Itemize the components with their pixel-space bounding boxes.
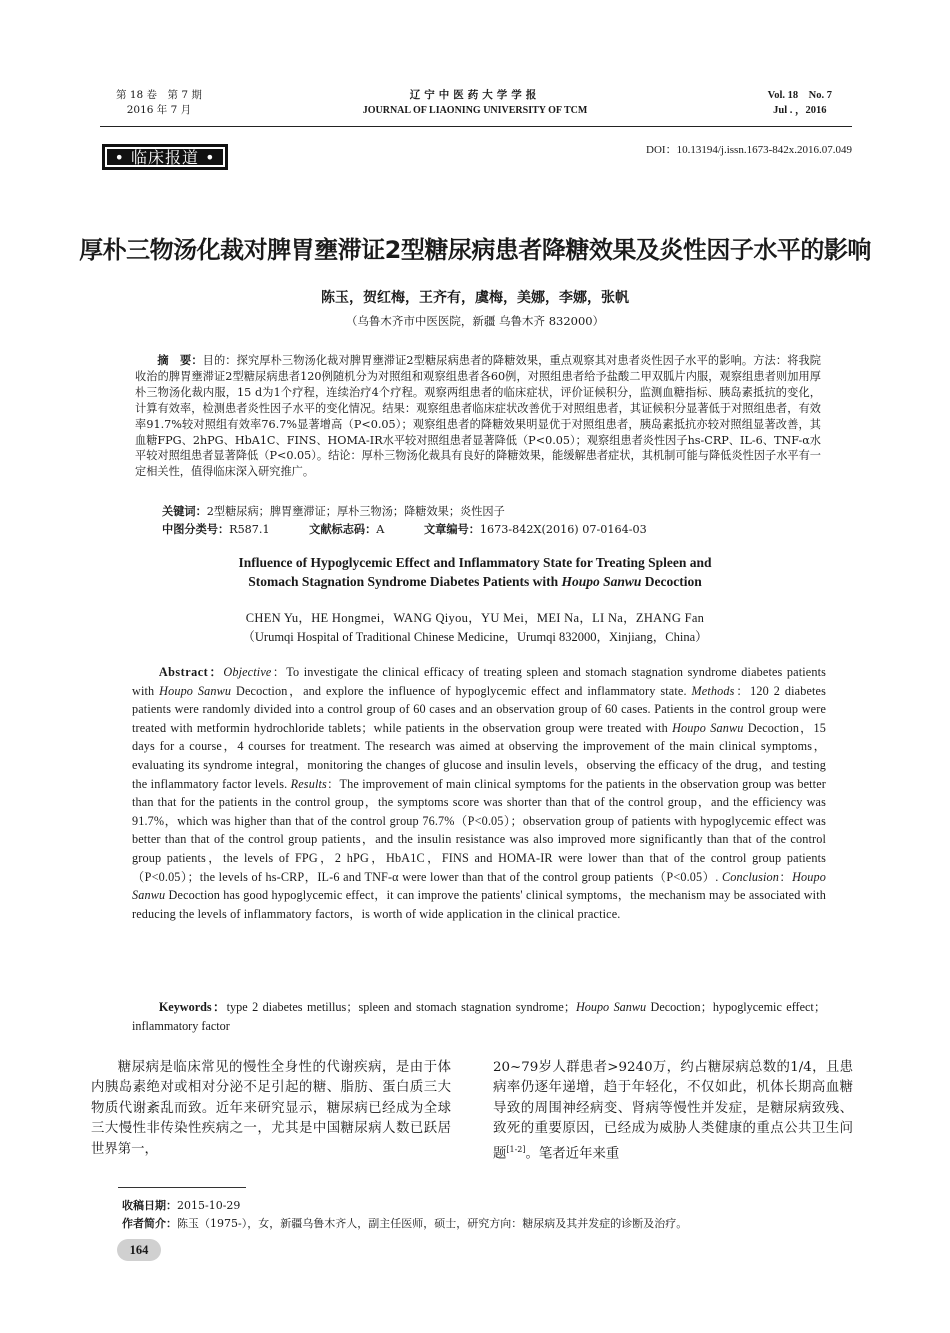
abstract-en-p6: ： [779,869,793,884]
author-list-en: CHEN Yu，HE Hongmei，WANG Qiyou，YU Mei，MEI Na，LI Na，ZHANG Fan [245,611,705,625]
keywords-en [132,998,826,1035]
affiliation: （乌鲁木齐市中医医院，新疆 乌鲁木齐 832000） [345,314,605,328]
author-bio-text: 陈玉（1975-），女，新疆乌鲁木齐人，副主任医师，硕士，研究方向：糖尿病及其并发症的诊断及治疗。 [177,1217,688,1230]
clc-value: R587.1 [229,523,270,536]
author-list: 陈玉，贺红梅，王齐有，虞梅，美娜，李娜，张帆 [321,290,629,306]
journal-name-en: JOURNAL OF LIAONING UNIVERSITY OF TCM [362,105,588,116]
affiliation-en: （Urumqi Hospital of Traditional Chinese Medicine，Urumqi 832000，Xinjiang，China） [242,630,708,644]
clc-number [162,523,270,536]
herb-name-3: Houpo Sanwu [132,869,826,903]
journal-header [0,88,950,122]
issue-date-en: Jul . ，2016 [773,105,827,116]
author-bio-label: 作者简介： [122,1217,177,1230]
title-en-line2 [0,572,950,591]
keywords-cn-label: 关键词： [162,504,207,518]
doi: DOI：10.13194/j.issn.1673-842x.2016.07.049 [646,144,852,156]
keywords-cn-text: 2型糖尿病；脾胃壅滞证；厚朴三物汤；降糖效果；炎性因子 [206,505,505,518]
body-right-tail: 。笔者近年来重 [525,1146,620,1162]
volume-number-en: Vol. 18 No. 7 [767,90,832,101]
keywords-en-herb: Houpo Sanwu [575,1000,647,1014]
title-en-line2-pre: Stomach Stagnation Syndrome Diabetes Patients with [248,574,562,589]
article-label: 文章编号： [423,522,480,536]
body-right-text: 20~79岁人群患者>9240万，约占糖尿病总数的1/4，且患病率仍逐年递增，趋于年轻化，不仅如此，机体长期高血糖导致的周围神经病变、肾病等慢性并发症，是糖尿病致残、致死的重要原因，已经成为威胁人类健康的重点公共卫生问题 [493,1060,853,1162]
received-date [122,1198,240,1213]
classification-line [162,521,822,538]
header-rule [100,126,852,127]
doc-value: A [376,523,385,536]
citation-ref: [1-2] [506,1144,526,1154]
keywords-en-p1: type 2 diabetes metillus；spleen and stomach stagnation syndrome； [226,1000,576,1014]
title-en-herb: Houpo Sanwu [561,574,642,589]
body-column-right [493,1058,853,1165]
objective-label: Objective [223,665,272,679]
issue-date: 2016 年 7 月 [126,104,192,116]
title-en-line1: Influence of Hypoglycemic Effect and Inflammatory State for Treating Spleen and [238,555,712,570]
article-title: 厚朴三物汤化裁对脾胃壅滞证2型糖尿病患者降糖效果及炎性因子水平的影响 [79,236,871,264]
abstract-en-p2: Decoction，and explore the influence of hypoglycemic effect and inflammatory state. [231,683,692,698]
abstract-en-p3: ：120 2 diabetes patients were randomly divided into a control group of 60 cases and an observation group of 60 cases. Patients in the control group were treated with metformin hydrochloride tablets；while patients in the observation group were treated with [132,683,826,735]
abstract-en-p7: Decoction has good hypoglycemic effect，it can improve the patients' clinical symptoms，the mechanism may be associated with reducing the levels of inflammatory factors，is worth of wide application in the clinical practice. [132,888,826,921]
footnote-rule [118,1187,246,1188]
keywords-en-label: Keywords： [158,1000,227,1014]
received-label: 收稿日期： [122,1199,177,1212]
volume-issue-en [768,88,832,118]
title-en [0,553,950,591]
column-tag-label: • 临床报道 • [107,149,223,165]
methods-label: Methods [691,683,735,698]
abstract-cn-label: 摘 要： [157,353,203,367]
abstract-en-p5: ：The improvement of main clinical symptoms for the patients in the observation group was better than that for the patients in the control group，the symptoms score was shorter than that of the control group，and the efficiency was 91.7%，which was higher than that of the control group 76.7%（P<0.05）；observation group of patients with hypoglycemic effect was better than that of the control group patients，and the insulin resistance was also improved more significantly than that of the control group patients，the levels of FPG，2 hPG，HbA1C，FINS and HOMA-IR were lower than that of the control group patients（P<0.05）；the levels of hs-CRP，IL-6 and TNF-α were lower than that of the control group patients（P<0.05）. [132,776,826,884]
doc-label: 文献标志码： [309,522,377,536]
article-value: 1673-842X(2016) 07-0164-03 [479,523,647,536]
received-value: 2015-10-29 [177,1199,241,1212]
author-bio [122,1216,687,1231]
abstract-cn [135,353,821,480]
results-label: Results [290,776,327,791]
abstract-en-p4: Decoction，15 days for a course，4 courses for treatment. The research was aimed at observing the improvement of the main clinical symptoms，evaluating its syndrome integral，monitoring the changes of glucose and insulin levels，observing the efficacy of the drug，and testing the inflammatory factor levels. [132,720,826,791]
keywords-en-p2: Decoction；hypoglycemic effect；inflammatory factor [132,1000,827,1033]
abstract-en-p1: ：To investigate the clinical efficacy of treating spleen and stomach stagnation syndrome diabetes patients with [132,665,826,698]
clc-label: 中图分类号： [162,522,230,536]
conclusion-label: Conclusion [722,869,780,884]
column-tag [102,144,228,170]
journal-name-cn: 辽宁中医药大学学报 [409,89,541,101]
abstract-en-label: Abstract： [158,665,224,679]
title-en-line2-post: Decoction [641,574,702,589]
herb-name-2: Houpo Sanwu [672,720,744,735]
herb-name-1: Houpo Sanwu [159,683,232,698]
body-column-left: 糖尿病是临床常见的慢性全身性的代谢疾病，是由于体内胰岛素绝对或相对分泌不足引起的糖、脂肪、蛋白质三大物质代谢紊乱而致。近年来研究显示，糖尿病已经成为全球三大慢性非传染性疾病之一，尤其是中国糖尿病人数已跃居世界第一， [91,1060,451,1157]
keywords-cn [162,503,822,520]
document-code [309,523,384,536]
page-number: 164 [117,1239,161,1261]
abstract-en [132,663,826,923]
volume-issue: 第 18 卷 第 7 期 [116,89,202,101]
abstract-cn-text: 目的：探究厚朴三物汤化裁对脾胃壅滞证2型糖尿病患者的降糖效果，重点观察其对患者炎性因子水平的影响。方法：将我院收治的脾胃壅滞证2型糖尿病患者120例随机分为对照组和观察组患者各60例，对照组患者给予盐酸二甲双胍片内服，观察组患者则加用厚朴三物汤化裁内服，15 d为1个疗程，连续治疗4个疗程。观察两组患者的临床症状，评价证候积分，监测血糖指标、胰岛素抵抗的变化，计算有效率，检测患者炎性因子水平的变化情况。结果：观察组患者临床症状改善优于对照组患者，其证候积分显著低于对照组患者，有效率91.7%较对照组有效率76.7%显著增高（P<0.05）；观察组患者的降糖效果明显优于对照组患者，胰岛素抵抗亦较对照组显著改善，其血糖FPG、2hPG、HbA1C、FINS、HOMA-IR水平较对照组患者显著降低（P<0.05）；观察组患者炎性因子hs-CRP、IL-6、TNF-α水平较对照组患者显著降低（P<0.05）。结论：厚朴三物汤化裁具有良好的降糖效果，能缓解患者症状，其机制可能与降低炎性因子水平有一定相关性，值得临床深入研究推广。 [135,354,821,479]
article-number [424,523,647,536]
